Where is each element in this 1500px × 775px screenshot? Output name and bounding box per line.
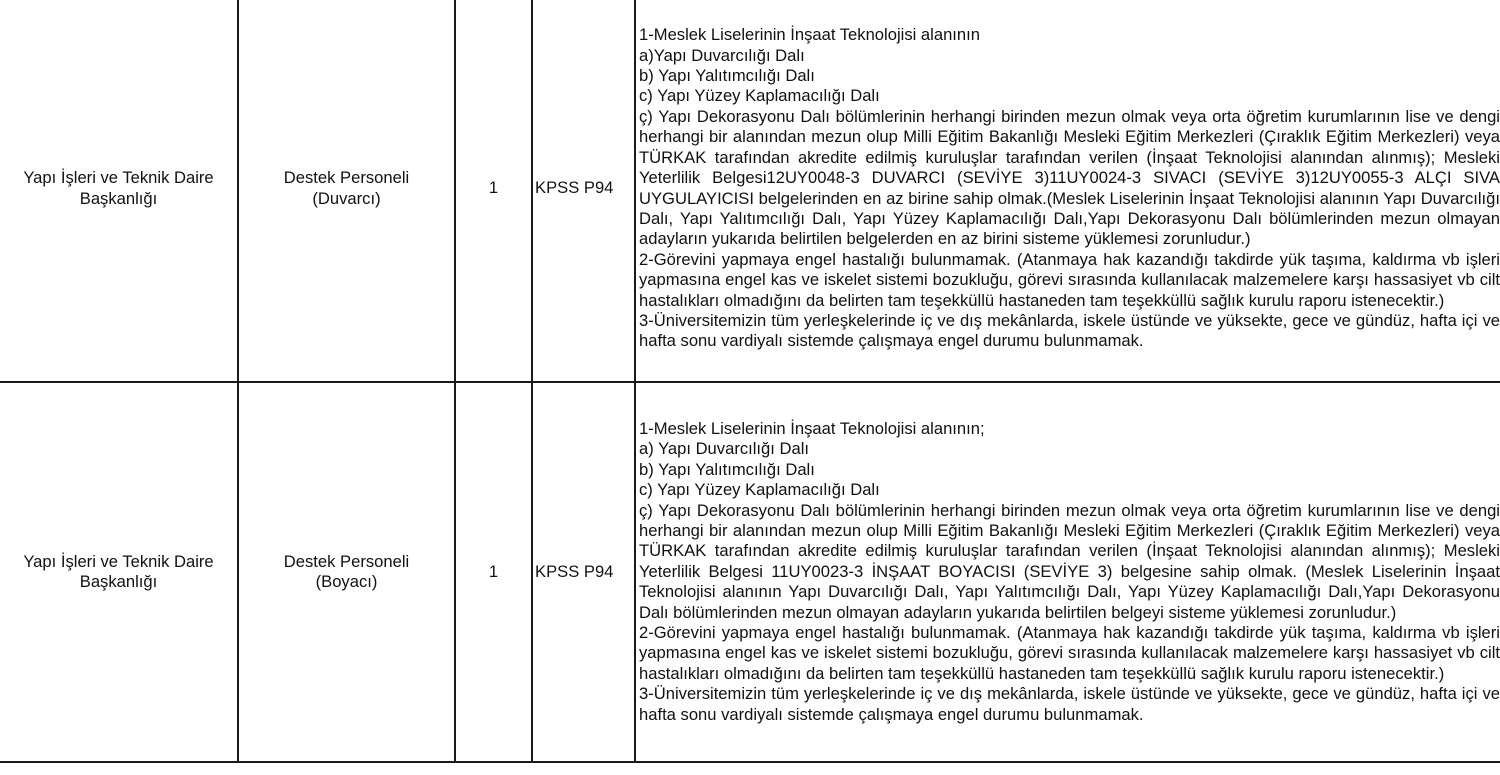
requirements-cell xyxy=(635,382,1500,762)
requirements-cell xyxy=(635,0,1500,382)
position-specialty: (Duvarcı) xyxy=(312,188,381,208)
exam-cell: KPSS P94 xyxy=(532,382,635,762)
requirement-item-c: c) Yapı Yüzey Kaplamacılığı Dalı xyxy=(639,480,880,500)
exam-cell: KPSS P94 xyxy=(532,0,635,382)
unit-cell: Yapı İşleri ve Teknik Daire Başkanlığı xyxy=(0,382,238,762)
requirement-item-b: b) Yapı Yalıtımcılığı Dalı xyxy=(639,459,815,479)
requirement-shift: 3-Üniversitemizin tüm yerleşkelerinde iç ve dış mekânlarda, iskele üstünde ve yüksekte, gece ve gündüz, hafta içi ve hafta sonu vardiyalı sistemde çalışmaya engel durumu bulunmamak. xyxy=(639,684,1500,724)
requirement-health: 2-Görevini yapmaya engel hastalığı bulunmamak. (Atanmaya hak kazandığı takdirde yük taşıma, kaldırma vb işleri yapmasına engel kas ve iskelet sistemi bozukluğu, görevi sırasında kullanılacak malzemelere karşı hassasiyet vb cilt hastalıkları olmadığını da belirten tam teşekküllü hastaneden tam teşekküllü sağlık kurulu raporu istenecektir.) xyxy=(639,623,1500,683)
requirement-item-c-cedilla: ç) Yapı Dekorasyonu Dalı bölümlerinin herhangi birinden mezun olmak veya orta öğretim kurumlarının lise ve dengi herhangi bir alanından mezun olup Milli Eğitim Bakanlığı Mesleki Eğitim Merkezleri (Çıraklık Eğitim Merkezleri) veya TÜRKAK tarafından akredite edilmiş kuruluşlar tarafından verilen (İnşaat Teknolojisi alanından alınmış); Mesleki Yeterlilik Belgesi 11UY0023-3 İNŞAAT BOYACISI (SEVİYE 3) belgesine sahip olmak. (Meslek Liselerinin İnşaat Teknolojisi alanının Yapı Duvarcılığı Dalı, Yapı Yalıtımcılığı Dalı, Yapı Yüzey Kaplamacılığı Dalı,Yapı Dekorasyonu Dalı bölümlerinden mezun olmayan adayların yukarıda belirtilen belgeyi sisteme yüklemesi zorunludur.) xyxy=(639,500,1500,622)
table-row xyxy=(0,0,1500,382)
requirement-intro: 1-Meslek Liselerinin İnşaat Teknolojisi alanının; xyxy=(639,418,985,438)
count-cell: 1 xyxy=(455,382,532,762)
position-title-cell xyxy=(238,0,455,382)
position-title: Destek Personeli xyxy=(283,551,410,571)
count-cell: 1 xyxy=(455,0,532,382)
requirement-health: 2-Görevini yapmaya engel hastalığı bulunmamak. (Atanmaya hak kazandığı takdirde yük taşıma, kaldırma vb işleri yapmasına engel kas ve iskelet sistemi bozukluğu, görevi sırasında kullanılacak malzemelere karşı hassasiyet vb cilt hastalıkları olmadığını da belirten tam teşekküllü hastaneden tam teşekküllü sağlık kurulu raporu istenecektir.) xyxy=(639,249,1500,310)
position-title: Destek Personeli xyxy=(283,168,410,188)
requirement-shift: 3-Üniversitemizin tüm yerleşkelerinde iç ve dış mekânlarda, iskele üstünde ve yüksekte, gece ve gündüz, hafta içi ve hafta sonu vardiyalı sistemde çalışmaya engel durumu bulunmamak. xyxy=(639,310,1500,351)
requirement-item-c-cedilla: ç) Yapı Dekorasyonu Dalı bölümlerinin herhangi birinden mezun olmak veya orta öğretim kurumlarının lise ve dengi herhangi bir alanından mezun olup Milli Eğitim Bakanlığı Mesleki Eğitim Merkezleri (Çıraklık Eğitim Merkezleri) veya TÜRKAK tarafından akredite edilmiş kuruluşlar tarafından verilen (İnşaat Teknolojisi alanından alınmış); Mesleki Yeterlilik Belgesi12UY0048-3 DUVARCI (SEVİYE 3)11UY0024-3 SIVACI (SEVİYE 3)12UY0055-3 ALÇI SIVA UYGULAYICISI belgelerinden en az birine sahip olmak.(Meslek Liselerinin İnşaat Teknolojisi alanının Yapı Duvarcılığı Dalı, Yapı Yalıtımcılığı Dalı, Yapı Yüzey Kaplamacılığı Dalı,Yapı Dekorasyonu Dalı bölümlerinden mezun olmayan adayların yukarıda belirtilen belgelerden en az birini sisteme yüklemesi zorunludur.) xyxy=(639,106,1500,249)
position-title-cell xyxy=(238,382,455,762)
requirement-item-c: c) Yapı Yüzey Kaplamacılığı Dalı xyxy=(639,86,880,106)
requirement-intro: 1-Meslek Liselerinin İnşaat Teknolojisi alanının xyxy=(639,25,980,45)
table-row xyxy=(0,382,1500,762)
unit-cell: Yapı İşleri ve Teknik Daire Başkanlığı xyxy=(0,0,238,382)
position-specialty: (Boyacı) xyxy=(315,572,378,591)
requirement-item-a: a) Yapı Duvarcılığı Dalı xyxy=(639,439,810,459)
requirement-item-b: b) Yapı Yalıtımcılığı Dalı xyxy=(639,66,815,86)
requirement-item-a: a)Yapı Duvarcılığı Dalı xyxy=(639,45,805,65)
